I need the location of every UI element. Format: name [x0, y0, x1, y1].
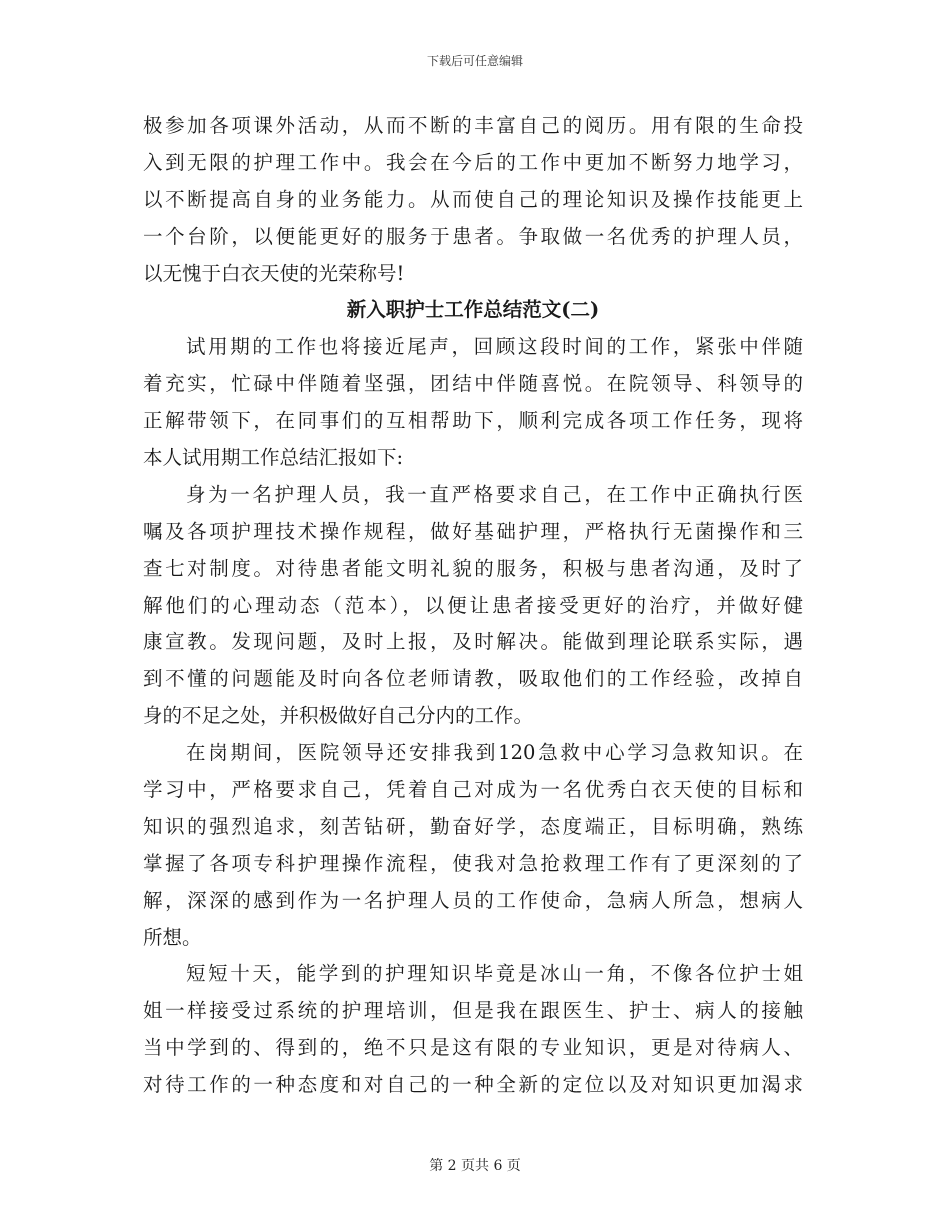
- paragraph-first-line: 短短十天，能学到的护理知识毕竟是冰山一角，不像各位护士姐: [186, 962, 803, 986]
- paragraph-first-line: 身为一名护理人员，我一直严格要求自己，在工作中正确执行医: [186, 482, 803, 506]
- text-line: 以无愧于白衣天使的光荣称号!: [143, 261, 405, 285]
- document-body: [143, 108, 803, 1104]
- text-line: 康宣教。发现问题，及时上报，及时解决。能做到理论联系实际，遇: [143, 630, 803, 654]
- text-line: 本人试用期工作总结汇报如下:: [143, 446, 404, 470]
- text-line: 身的不足之处，并积极做好自己分内的工作。: [143, 704, 534, 728]
- text-line: 以不断提高自身的业务能力。从而使自己的理论知识及操作技能更上: [143, 187, 803, 211]
- text-line: 极参加各项课外活动，从而不断的丰富自己的阅历。用有限的生命投: [143, 114, 803, 137]
- text-line: 正解带领下，在同事们的互相帮助下，顺利完成各项工作任务，现将: [143, 409, 803, 433]
- text-line: 知识的强烈追求，刻苦钻研，勤奋好学，态度端正，目标明确，熟练: [143, 814, 803, 838]
- text-line: 对待工作的一种态度和对自己的一种全新的定位以及对知识更加渴求: [143, 1073, 803, 1097]
- text-line: 到不懂的问题能及时向各位老师请教，吸取他们的工作经验，改掉自: [143, 667, 803, 691]
- text-line: 查七对制度。对待患者能文明礼貌的服务，积极与患者沟通，及时了: [143, 556, 803, 580]
- text-line: 着充实，忙碌中伴随着坚强，团结中伴随喜悦。在院领导、科领导的: [143, 372, 803, 396]
- paragraph-first-line: 试用期的工作也将接近尾声，回顾这段时间的工作，紧张中伴随: [186, 335, 803, 359]
- text-line: 所想。: [143, 925, 202, 949]
- page-footer: 第 2 页共 6 页: [429, 1158, 521, 1174]
- page-header: 下载后可任意编辑: [426, 54, 523, 68]
- paragraph-first-line: 在岗期间，医院领导还安排我到120急救中心学习急救知识。在: [186, 741, 803, 765]
- text-line: 解，深深的感到作为一名护理人员的工作使命，急病人所急，想病人: [143, 888, 803, 912]
- text-line: 学习中，严格要求自己，凭着自己对成为一名优秀白衣天使的目标和: [143, 778, 803, 802]
- text-line: 当中学到的、得到的，绝不只是这有限的专业知识，更是对待病人、: [143, 1036, 803, 1060]
- text-line: 嘱及各项护理技术操作规程，做好基础护理，严格执行无菌操作和三: [143, 519, 803, 543]
- text-line: 姐一样接受过系统的护理培训，但是我在跟医生、护士、病人的接触: [143, 999, 803, 1023]
- section-heading: 新入职护士工作总结范文(二): [346, 298, 600, 322]
- text-line: 入到无限的护理工作中。我会在今后的工作中更加不断努力地学习，: [143, 150, 803, 174]
- text-line: 掌握了各项专科护理操作流程，使我对急抢救理工作有了更深刻的了: [143, 851, 803, 875]
- text-line: 一个台阶，以便能更好的服务于患者。争取做一名优秀的护理人员，: [143, 224, 803, 248]
- text-line: 解他们的心理动态（范本），以便让患者接受更好的治疗，并做好健: [143, 593, 803, 617]
